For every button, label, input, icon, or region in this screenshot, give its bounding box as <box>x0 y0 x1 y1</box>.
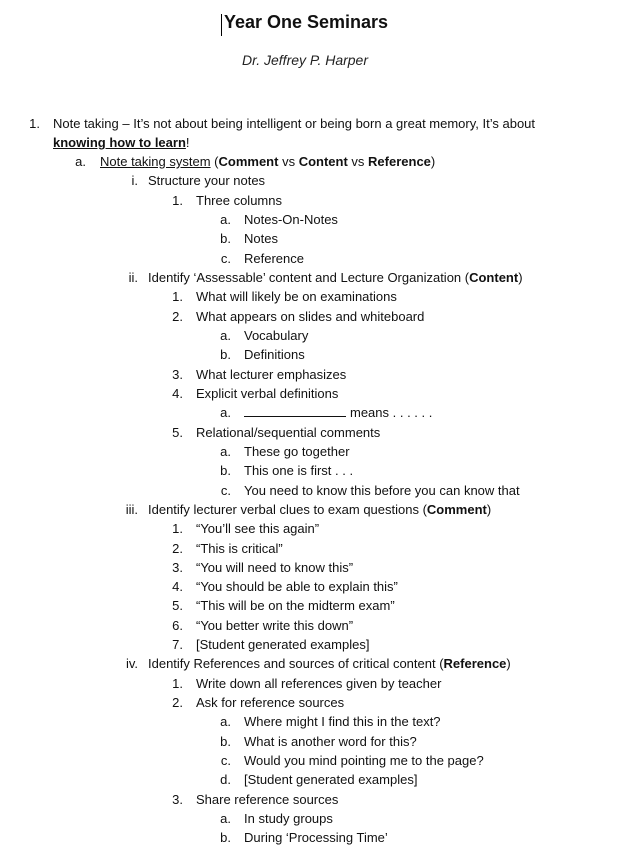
list-text: “You should be able to explain this” <box>196 579 398 594</box>
list-text: You need to know this before you can know that <box>244 483 520 498</box>
list-marker: 5. <box>172 425 183 440</box>
list-text <box>148 268 523 287</box>
list-marker: ii. <box>128 270 138 285</box>
list-marker: 5. <box>172 598 183 613</box>
list-text: What will likely be on examinations <box>196 289 397 304</box>
list-text: Definitions <box>244 347 305 362</box>
list-marker: a. <box>220 212 231 227</box>
list-text: Notes <box>244 231 278 246</box>
list-text: Write down all references given by teacher <box>196 676 442 691</box>
list-text: Where might I find this in the text? <box>244 714 441 729</box>
emphasis-text: knowing how to learn <box>53 135 186 150</box>
bold-term: Content <box>298 154 348 169</box>
text-fragment: vs <box>347 154 369 169</box>
list-marker: 1. <box>172 193 183 208</box>
list-marker: a. <box>75 154 86 169</box>
list-text: [Student generated examples] <box>196 637 370 652</box>
list-text <box>244 403 432 422</box>
list-marker: c. <box>220 753 231 768</box>
list-marker: 2. <box>172 541 183 556</box>
list-text: Would you mind pointing me to the page? <box>244 753 484 768</box>
list-marker: 2. <box>172 695 183 710</box>
list-text: Three columns <box>196 193 282 208</box>
list-marker: 6. <box>172 618 183 633</box>
underlined-heading: Note taking system <box>100 154 211 169</box>
text-fragment: Identify References and sources of critical content ( <box>148 656 444 671</box>
list-text <box>100 152 435 171</box>
list-marker: 1. <box>29 116 40 131</box>
list-marker: c. <box>220 251 231 266</box>
list-marker: a. <box>220 405 231 420</box>
list-marker: b. <box>220 463 231 478</box>
list-marker: c. <box>220 483 231 498</box>
list-marker: 4. <box>172 579 183 594</box>
bold-term: Comment <box>426 502 487 517</box>
list-text: Explicit verbal definitions <box>196 386 339 401</box>
list-marker: a. <box>220 444 231 459</box>
list-text: “You’ll see this again” <box>196 521 320 536</box>
bold-term: Comment <box>218 154 279 169</box>
list-text: These go together <box>244 444 350 459</box>
list-text: “This will be on the midterm exam” <box>196 598 395 613</box>
list-text: What appears on slides and whiteboard <box>196 309 425 324</box>
list-marker: iv. <box>125 656 138 671</box>
list-text: Ask for reference sources <box>196 695 345 710</box>
list-text: “You better write this down” <box>196 618 354 633</box>
list-text: Vocabulary <box>244 328 309 343</box>
list-text: Reference <box>244 251 304 266</box>
list-marker: 1. <box>172 289 183 304</box>
list-marker: a. <box>220 811 231 826</box>
list-marker: 7. <box>172 637 183 652</box>
list-text <box>148 500 491 519</box>
text-fragment: means . . . . . . <box>350 405 433 420</box>
list-marker: iii. <box>125 502 138 517</box>
text-fragment: Identify ‘Assessable’ content and Lecture Organization ( <box>148 270 470 285</box>
list-text: Note taking – It’s not about being intelligent or being born a great memory, It’s about <box>53 116 536 131</box>
bold-term: Reference <box>443 656 507 671</box>
text-fragment: ( <box>210 154 219 169</box>
list-text: This one is first . . . <box>244 463 354 478</box>
list-text: Notes-On-Notes <box>244 212 338 227</box>
list-marker: 3. <box>172 367 183 382</box>
text-fragment: vs <box>278 154 299 169</box>
list-marker: 1. <box>172 521 183 536</box>
bold-term: Reference <box>368 154 431 169</box>
list-text: Share reference sources <box>196 792 339 807</box>
list-text: Relational/sequential comments <box>196 425 381 440</box>
list-marker: b. <box>220 231 231 246</box>
text-fragment: ) <box>518 270 523 285</box>
blank-line <box>244 404 346 417</box>
text-fragment: Identify lecturer verbal clues to exam questions ( <box>148 502 427 517</box>
list-marker: d. <box>220 772 231 787</box>
list-text: What lecturer emphasizes <box>196 367 347 382</box>
list-marker: 2. <box>172 309 183 324</box>
list-marker: 3. <box>172 792 183 807</box>
text-fragment: ) <box>430 154 436 169</box>
bold-term: Content <box>469 270 519 285</box>
list-marker: 3. <box>172 560 183 575</box>
list-text: [Student generated examples] <box>244 772 418 787</box>
list-text <box>148 654 511 673</box>
text-fragment: ) <box>506 656 511 671</box>
list-marker: 4. <box>172 386 183 401</box>
list-marker: a. <box>220 714 231 729</box>
list-marker: b. <box>220 347 231 362</box>
document-author: Dr. Jeffrey P. Harper <box>241 52 369 68</box>
punctuation: ! <box>185 135 190 150</box>
text-fragment: ) <box>486 502 492 517</box>
list-text-continued <box>53 133 190 152</box>
document-title: Year One Seminars <box>223 12 389 32</box>
list-marker: b. <box>220 734 231 749</box>
list-text: Structure your notes <box>148 173 266 188</box>
list-text: During ‘Processing Time’ <box>244 830 388 845</box>
list-marker: 1. <box>172 676 183 691</box>
list-marker: i. <box>131 173 138 188</box>
list-text: What is another word for this? <box>244 734 417 749</box>
list-marker: a. <box>220 328 231 343</box>
list-marker: b. <box>220 830 231 845</box>
list-text: “This is critical” <box>196 541 283 556</box>
list-text: “You will need to know this” <box>196 560 354 575</box>
list-text: In study groups <box>244 811 333 826</box>
